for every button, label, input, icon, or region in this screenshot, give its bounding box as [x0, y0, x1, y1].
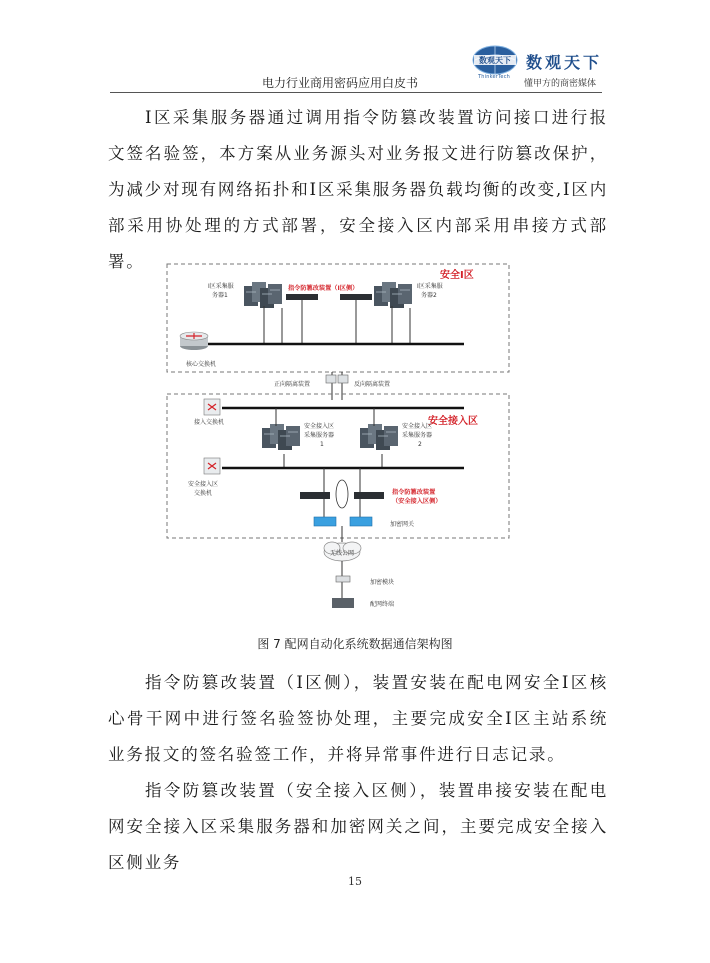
wireless-network-label: 无线公网: [330, 550, 355, 557]
crypto-gateway-icon-1: [314, 517, 336, 526]
page-number: 15: [348, 875, 362, 888]
publisher-logo: [466, 44, 606, 90]
header-divider: [110, 92, 602, 93]
logo-english-text: ThinkerTech: [477, 74, 511, 80]
server-icon-access2: [360, 424, 398, 450]
access-server1-line3: 1: [320, 441, 324, 448]
figure-caption: 图 7 配网自动化系统数据通信架构图: [257, 637, 453, 651]
crypto-module-icon: [336, 576, 350, 582]
tamper-device-access-1: [300, 492, 330, 499]
tamper-device-access-label-1: 指令防篡改装置: [392, 489, 436, 496]
tamper-device-access-label-2: （安全接入区侧）: [392, 498, 442, 505]
tamper-device-icon-2: [340, 294, 372, 300]
server-icon-i1: [244, 282, 282, 308]
access-zone-switch-line2: 交换机: [194, 490, 213, 497]
server2-label: I区采集服: [417, 283, 443, 290]
core-switch-label: 核心交换机: [186, 361, 217, 368]
access-zone-switch-line1: 安全接入区: [188, 481, 219, 488]
forward-isolation-label: 正向隔离装置: [274, 381, 311, 388]
tamper-device-icon-1: [286, 294, 318, 300]
zone2-label: 安全接入区: [428, 416, 478, 427]
svg-text:数观天下: 数观天下: [479, 56, 511, 65]
logo-brand-name: 数观天下: [526, 53, 603, 72]
access-server2-line1: 安全接入区: [402, 423, 433, 430]
paragraph-intro: I区采集服务器通过调用指令防篡改装置访问接口进行报文签名验签，本方案从业务源头对业务报文进行防篡改保护，为减少对现有网络拓扑和I区采集服务器负载均衡的改变,I区内部采用协处理的方式部署，安全接入区内部采用串接方式部署。: [108, 108, 608, 271]
crypto-gateway-label: 加密网关: [390, 521, 415, 528]
access-server1-line2: 采集服务器: [304, 432, 335, 439]
access-server2-line2: 采集服务器: [402, 432, 433, 439]
globe-logo-icon: [466, 44, 524, 76]
access-switch-label: 接入交换机: [194, 419, 225, 426]
logo-slogan: 懂甲方的商密媒体: [524, 79, 597, 89]
forward-isolation-icon: [326, 375, 336, 383]
reverse-isolation-icon: [338, 375, 348, 383]
tamper-device-access-2: [354, 492, 384, 499]
server1-label-2: 务器1: [212, 292, 228, 299]
router-icon: [180, 332, 208, 350]
network-diagram-svg: [164, 258, 514, 626]
server1-label: I区采集服: [208, 283, 234, 290]
tamper-device-zone1-label: 指令防篡改装置（I区侧）: [288, 285, 359, 292]
distribution-terminal-label: 配网终端: [370, 601, 395, 608]
crypto-module-label: 加密模块: [370, 579, 395, 586]
reverse-isolation-label: 反向隔离装置: [354, 381, 391, 388]
access-server2-line3: 2: [418, 441, 422, 448]
access-server1-line1: 安全接入区: [304, 423, 335, 430]
distribution-terminal-icon: [332, 598, 354, 608]
server-icon-access1: [262, 424, 300, 450]
paragraph-tamper-access-zone: 指令防篡改装置（安全接入区侧），装置串接安装在配电网安全接入区采集服务器和加密网关之间，主要完成安全接入区侧业务: [108, 781, 608, 872]
architecture-diagram: [164, 258, 514, 626]
server2-label-2: 务器2: [421, 292, 437, 299]
server-icon-i2: [374, 282, 412, 308]
paragraph-tamper-zone1: 指令防篡改装置（I区侧），装置安装在配电网安全I区核心骨干网中进行签名验签协处理，主要完成安全I区主站系统业务报文的签名验签工作，并将异常事件进行日志记录。: [108, 673, 608, 764]
zone1-label: 安全I区: [440, 270, 474, 281]
crypto-gateway-icon-2: [350, 517, 372, 526]
running-header-title: 电力行业商用密码应用白皮书: [262, 76, 419, 90]
